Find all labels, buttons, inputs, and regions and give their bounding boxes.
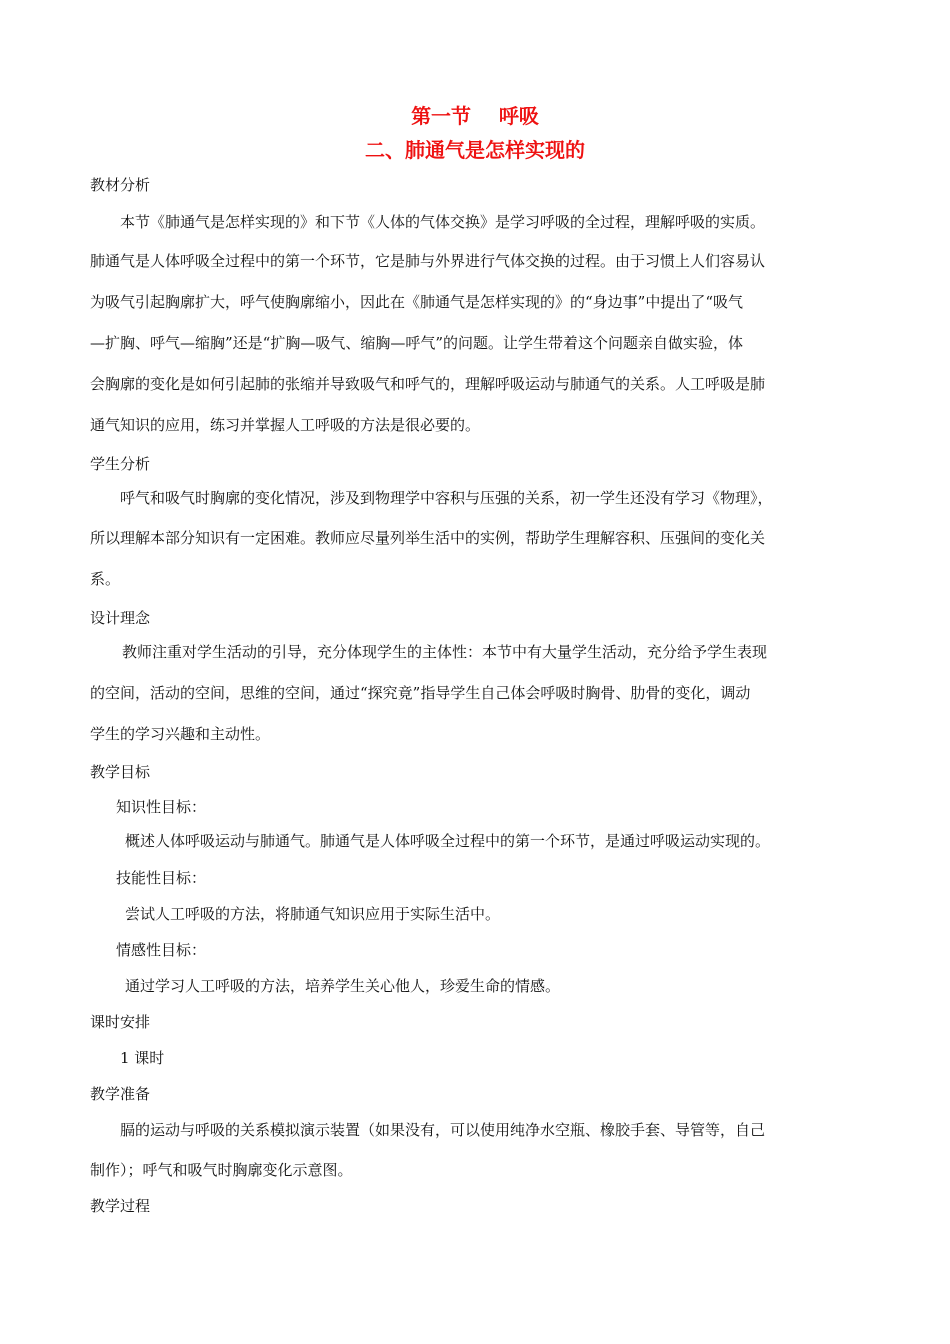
design-concept-line: 学生的学习兴趣和主动性。: [90, 725, 271, 743]
heading-teaching-goals: 教学目标: [90, 763, 151, 781]
skill-goal-text: 尝试人工呼吸的方法，将肺通气知识应用于实际生活中。: [125, 905, 501, 923]
preparation-line: 制作）；呼气和吸气时胸廓变化示意图。: [90, 1161, 353, 1179]
heading-design-concept: 设计理念: [90, 609, 151, 627]
heading-student-analysis: 学生分析: [90, 455, 151, 473]
emotion-goal-text: 通过学习人工呼吸的方法，培养学生关心他人，珍爱生命的情感。: [125, 977, 561, 995]
knowledge-goal-label: 知识性目标：: [116, 798, 207, 816]
schedule-text: 1 课时: [120, 1049, 165, 1067]
knowledge-goal-text: 概述人体呼吸运动与肺通气。肺通气是人体呼吸全过程中的第一个环节，是通过呼吸运动实现的。: [125, 832, 771, 850]
student-analysis-line: 呼气和吸气时胸廓的变化情况，涉及到物理学中容积与压强的关系，初一学生还没有学习《物理》，: [120, 489, 773, 507]
section-title: 第一节 呼吸: [411, 104, 539, 128]
material-analysis-line: 为吸气引起胸廓扩大，呼气使胸廓缩小，因此在《肺通气是怎样实现的》的“身边事”中提出了“吸气: [90, 293, 744, 311]
student-analysis-line: 系。: [90, 570, 121, 588]
student-analysis-line: 所以理解本部分知识有一定困难。教师应尽量列举生活中的实例，帮助学生理解容积、压强间的变化关: [90, 529, 766, 547]
design-concept-line: 的空间，活动的空间，思维的空间，通过“探究竟”指导学生自己体会呼吸时胸骨、肋骨的变化，调动: [90, 684, 751, 702]
material-analysis-line: 本节《肺通气是怎样实现的》和下节《人体的气体交换》是学习呼吸的全过程，理解呼吸的实质。: [120, 213, 766, 231]
skill-goal-label: 技能性目标：: [116, 869, 207, 887]
design-concept-line: 教师注重对学生活动的引导，充分体现学生的主体性：本节中有大量学生活动，充分给予学生表现: [122, 643, 768, 661]
heading-schedule: 课时安排: [90, 1013, 151, 1031]
heading-material-analysis: 教材分析: [90, 176, 151, 194]
heading-preparation: 教学准备: [90, 1085, 151, 1103]
material-analysis-line: 通气知识的应用，练习并掌握人工呼吸的方法是很必要的。: [90, 416, 481, 434]
material-analysis-line: 肺通气是人体呼吸全过程中的第一个环节，它是肺与外界进行气体交换的过程。由于习惯上人们容易认: [90, 252, 766, 270]
heading-process: 教学过程: [90, 1197, 151, 1215]
lesson-subtitle: 二、肺通气是怎样实现的: [365, 138, 585, 162]
emotion-goal-label: 情感性目标：: [116, 941, 207, 959]
preparation-line: 膈的运动与呼吸的关系模拟演示装置（如果没有，可以使用纯净水空瓶、橡胶手套、导管等，自己: [120, 1121, 766, 1139]
material-analysis-line: 会胸廓的变化是如何引起肺的张缩并导致吸气和呼气的，理解呼吸运动与肺通气的关系。人工呼吸是肺: [90, 375, 766, 393]
material-analysis-line: —扩胸、呼气—缩胸”还是“扩胸—吸气、缩胸—呼气”的问题。让学生带着这个问题亲自做实验，体: [90, 334, 744, 352]
